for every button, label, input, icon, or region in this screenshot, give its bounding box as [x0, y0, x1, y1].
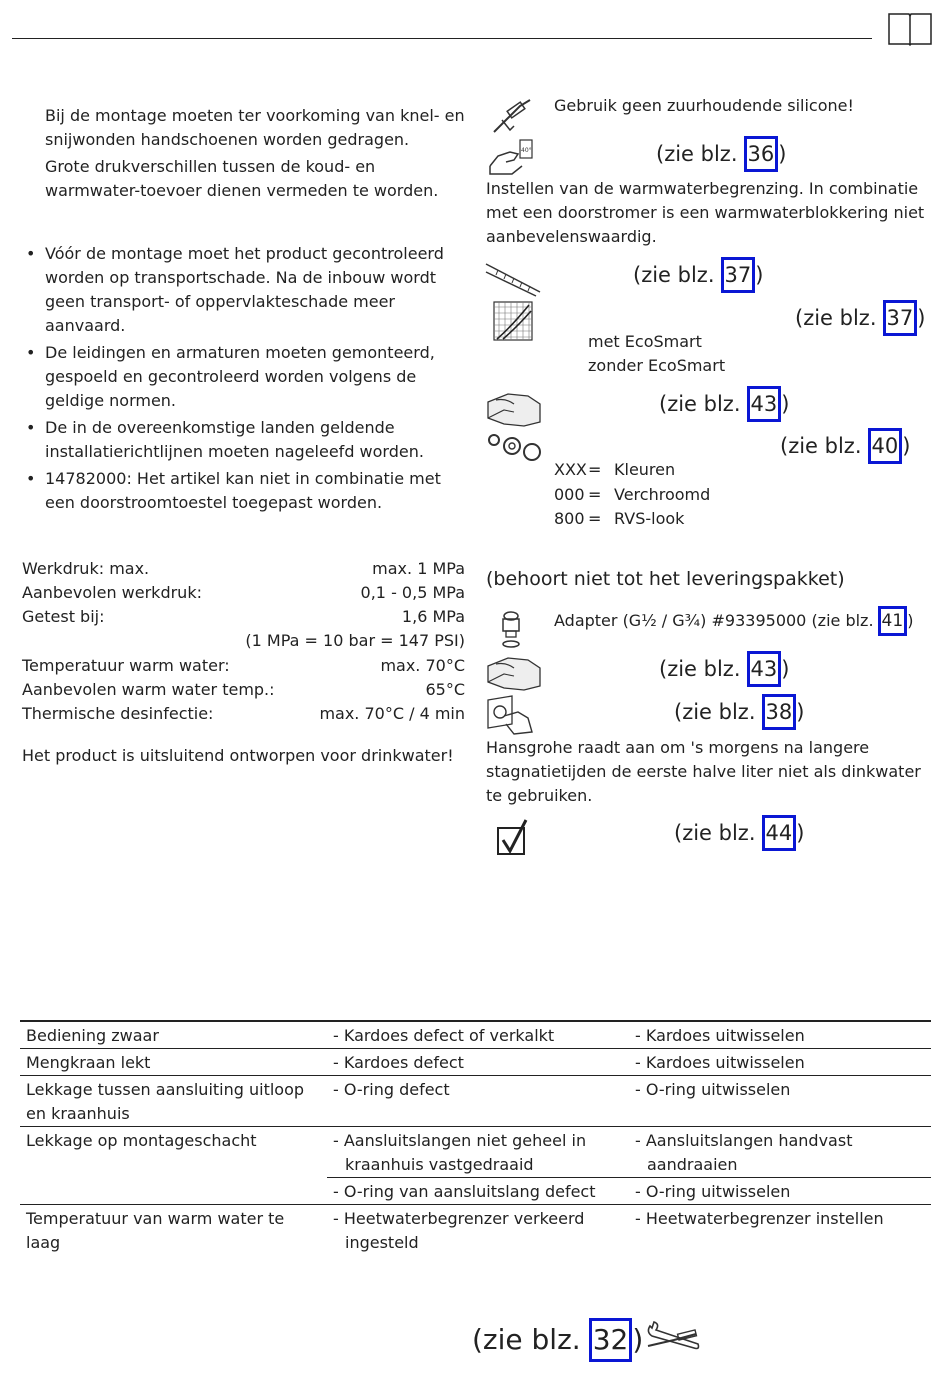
list-item: • 14782000: Het artikel kan niet in combinatie met een doorstroomtoestel toegepast worden.	[22, 467, 462, 515]
troubleshooting-table	[20, 1020, 931, 1255]
safety-gloves-text: Bij de montage moeten ter voorkoming van knel- en snijwonden handschoenen worden gedragen.	[45, 106, 465, 149]
page-reference: (zie blz. 37 )	[633, 257, 763, 293]
cause-cell: - O-ring defect	[333, 1080, 450, 1099]
svg-text:40°: 40°	[521, 147, 532, 154]
remedy-cell: - Kardoes uitwisselen	[635, 1053, 805, 1072]
adapter-reference: Adapter (G½ / G¾) #93395000 (zie blz. 41 )	[554, 606, 913, 636]
page-link-37[interactable]: 37	[883, 300, 918, 336]
bottom-page-reference: (zie blz. 32 )	[472, 1318, 643, 1362]
problem-cell: Lekkage op montageschacht	[20, 1127, 327, 1205]
table-row	[20, 1205, 931, 1256]
problem-cell: Temperatuur van warm water te laag	[20, 1205, 327, 1256]
page-reference: (zie blz. 36 )	[656, 136, 786, 172]
not-included-heading: (behoort niet tot het leveringspakket)	[486, 568, 845, 590]
cleaning-hand-icon	[484, 388, 542, 428]
thermometer-hand-icon	[488, 136, 536, 176]
spare-parts-icon	[486, 430, 542, 464]
list-item: • De in de overeenkomstige landen geldende installatierichtlijnen moeten nageleefd worden.	[22, 416, 462, 464]
spec-row: Werkdruk: max. max. 1 MPa	[22, 559, 465, 578]
remedy-cell: - O-ring uitwisselen	[635, 1182, 791, 1201]
remedy-cell: - Aansluitslangen handvast aandraaien	[635, 1131, 853, 1174]
installation-notes	[22, 242, 462, 518]
spec-row: (1 MPa = 10 bar = 147 PSI)	[245, 631, 465, 650]
page-link-38[interactable]: 38	[762, 694, 797, 730]
spec-row: Thermische desinfectie: max. 70°C / 4 min	[22, 704, 465, 723]
warmwater-limit-text: Instellen van de warmwaterbegrenzing. In combinatie met een doorstromer is een warmwaterblokkering niet aanbevelenswaardig.	[486, 179, 925, 246]
cause-cell: - Aansluitslangen niet geheel in kraanhuis vastgedraaid	[333, 1131, 587, 1174]
silicone-gun-icon	[490, 96, 536, 136]
wrench-screwdriver-icon	[644, 1318, 702, 1358]
spec-row: Temperatuur warm water: max. 70°C	[22, 656, 465, 675]
page-reference: (zie blz. 40 )	[780, 428, 910, 464]
cause-cell: - Heetwaterbegrenzer verkeerd ingesteld	[333, 1209, 585, 1252]
page-link-36[interactable]: 36	[744, 136, 779, 172]
checkbox-check-icon	[496, 818, 530, 858]
list-item: • Vóór de montage moet het product gecontroleerd worden op transportschade. Na de inbouw wordt geen transport- of oppervlakteschade meer aanvaard.	[22, 242, 462, 338]
spec-row: Getest bij: 1,6 MPa	[22, 607, 465, 626]
problem-cell: Mengkraan lekt	[20, 1049, 327, 1076]
list-item: 000 = Verchroomd	[554, 485, 711, 504]
page-link-44[interactable]: 44	[762, 815, 797, 851]
page-link-43[interactable]: 43	[747, 386, 782, 422]
page-reference: (zie blz. 43 )	[659, 651, 789, 687]
page-link-41[interactable]: 41	[878, 606, 908, 636]
stagnation-note: Hansgrohe raadt aan om 's morgens na langere stagnatietijden de eerste halve liter niet als dinkwater te gebruiken.	[486, 738, 921, 805]
adapter-icon	[498, 610, 524, 650]
ecosmart-without-label: zonder EcoSmart	[588, 356, 726, 375]
problem-cell: Bediening zwaar	[20, 1021, 327, 1049]
page-reference: (zie blz. 43 )	[659, 386, 789, 422]
header-rule	[12, 38, 872, 39]
operation-hand-icon	[484, 694, 536, 736]
ruler-icon	[484, 260, 542, 298]
table-row	[20, 1049, 931, 1076]
remedy-cell: - O-ring uitwisselen	[635, 1080, 791, 1099]
cause-cell: - Kardoes defect of verkalkt	[333, 1026, 555, 1045]
drinkwater-note: Het product is uitsluitend ontworpen voor drinkwater!	[22, 746, 454, 765]
page-link-37[interactable]: 37	[721, 257, 756, 293]
flow-diagram-icon	[493, 301, 533, 341]
spec-row: Aanbevolen warm water temp.: 65°C	[22, 680, 465, 699]
silicone-warning: Gebruik geen zuurhoudende silicone!	[554, 96, 854, 115]
remedy-cell: - Heetwaterbegrenzer instellen	[635, 1209, 884, 1228]
safety-pressure-text: Grote drukverschillen tussen de koud- en warmwater-toevoer dienen vermeden te worden.	[45, 157, 439, 200]
list-item: XXX= Kleuren	[554, 460, 676, 479]
page-link-43[interactable]: 43	[747, 651, 782, 687]
page-reference: (zie blz. 44 )	[674, 815, 804, 851]
ecosmart-with-label: met EcoSmart	[588, 332, 702, 351]
page-link-32[interactable]: 32	[589, 1318, 633, 1362]
book-icon	[887, 10, 933, 46]
page-link-40[interactable]: 40	[868, 428, 903, 464]
table-row	[20, 1127, 931, 1178]
page-reference: (zie blz. 37 )	[795, 300, 925, 336]
remedy-cell: - Kardoes uitwisselen	[635, 1026, 805, 1045]
table-row	[20, 1076, 931, 1127]
list-item: • De leidingen en armaturen moeten gemonteerd, gespoeld en gecontroleerd worden volgens de geldige normen.	[22, 341, 462, 413]
list-item: 800 = RVS-look	[554, 509, 685, 528]
cause-cell: - Kardoes defect	[333, 1053, 464, 1072]
table-row	[20, 1021, 931, 1049]
cause-cell: - O-ring van aansluitslang defect	[333, 1182, 596, 1201]
cleaning-hand-icon	[484, 652, 542, 692]
spec-row: Aanbevolen werkdruk: 0,1 - 0,5 MPa	[22, 583, 465, 602]
page-reference: (zie blz. 38 )	[674, 694, 804, 730]
problem-cell: Lekkage tussen aansluiting uitloop en kraanhuis	[20, 1076, 327, 1127]
